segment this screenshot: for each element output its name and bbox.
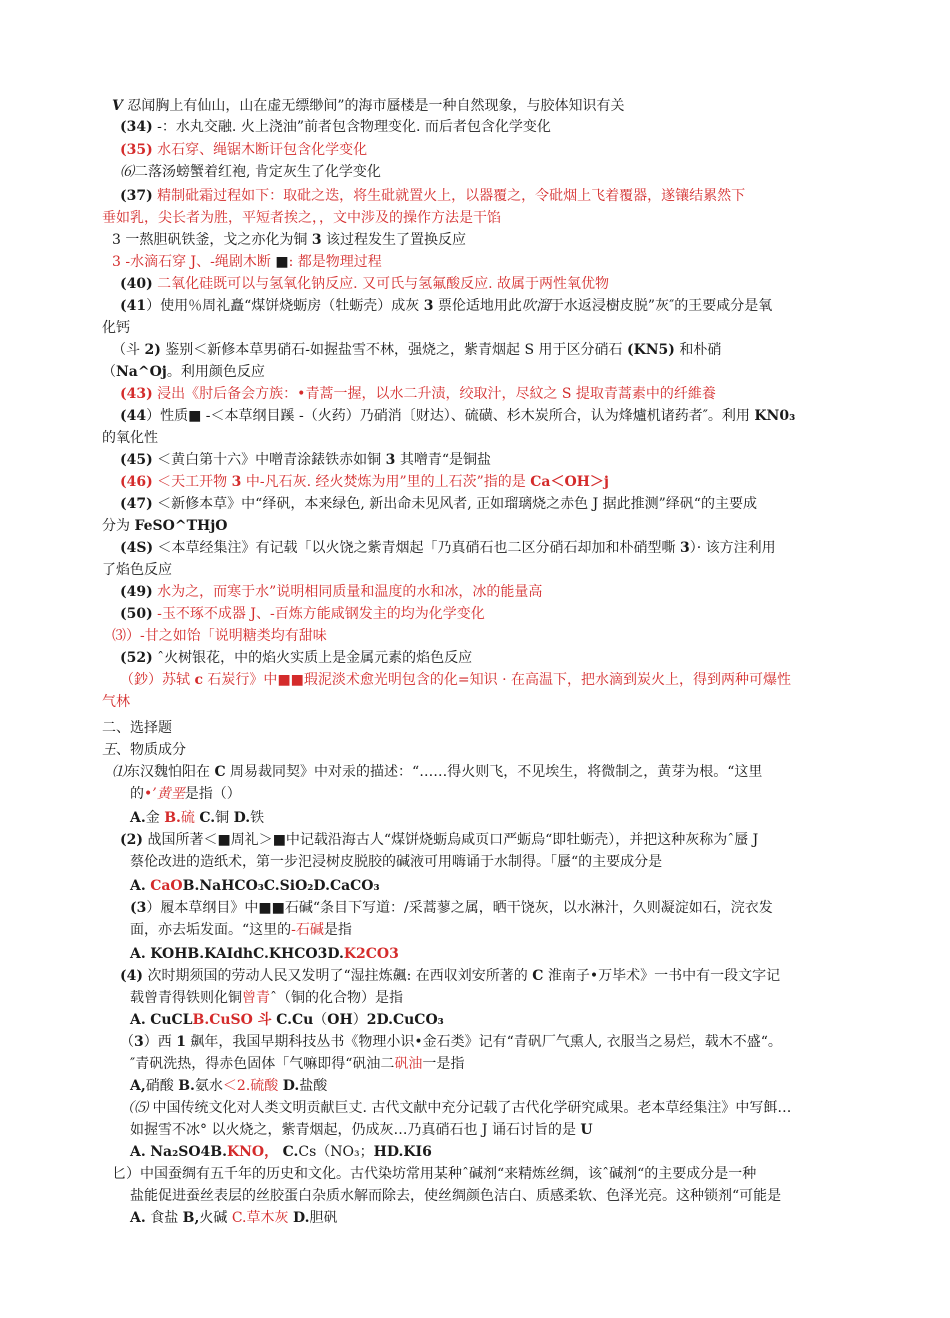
text-run: 淮南子•万毕术》一书中有一段文字记: [543, 968, 781, 984]
text-line: [120, 604, 485, 624]
text-run: ˆ（铜的化合物）是指: [270, 990, 403, 1006]
text-run: B,: [182, 1210, 200, 1226]
text-run: (47): [120, 496, 153, 512]
text-line: [130, 808, 264, 828]
text-line: [120, 384, 716, 404]
text-run: (40): [120, 276, 153, 292]
text-run: 二氧化硅既可以与氢氧化钠反应. 又可氏与氢氟酸反应. 故属于两性氧优物: [152, 276, 609, 292]
text-line: [102, 428, 158, 448]
text-run: ■■: [277, 672, 304, 688]
text-run: 1: [176, 1034, 186, 1050]
text-line: [120, 186, 745, 206]
text-run: 铁: [250, 810, 265, 826]
text-line: [112, 762, 762, 782]
text-run: （: [313, 1012, 328, 1028]
text-line: [120, 648, 472, 668]
text-run: 鉴别＜新修本草男硝石-如握盐雪不林，强烧之，紫青烟起 S 用于区分硝石: [160, 342, 627, 358]
text-run: A.: [130, 1012, 146, 1028]
text-line: [102, 362, 265, 382]
text-run: （斗: [112, 342, 145, 358]
text-run: KOHB.KAIdhC.KHCO3D.: [150, 946, 344, 962]
text-run: (34): [120, 119, 153, 135]
text-run: （: [102, 364, 116, 380]
text-run: (44: [120, 408, 147, 424]
text-run: B.: [164, 810, 181, 826]
text-run: C.Cu: [276, 1012, 314, 1028]
text-run: 载曾青得铁则化铜: [130, 990, 242, 1006]
text-run: （鈔）苏轼: [120, 672, 195, 688]
text-line: [102, 318, 130, 338]
text-run: 3: [134, 1034, 144, 1050]
text-line: [102, 692, 130, 712]
text-run: 石碱“条目下写道：/采蒿蓼之属，晒干饶灰，以水淋汁，久则凝淀如石，浣衣发: [284, 900, 773, 916]
text-run: 3: [423, 298, 434, 314]
text-line: [120, 966, 780, 986]
text-run: 曾青: [242, 990, 270, 1006]
text-run: KN0₃: [754, 408, 796, 424]
text-run: (35): [120, 142, 153, 158]
text-run: 矾油: [394, 1056, 423, 1072]
text-run: 硫: [180, 810, 195, 826]
text-run: 石炭行》中: [202, 672, 278, 688]
text-run: ＜2.硫酸: [222, 1078, 279, 1094]
text-line: [102, 740, 186, 760]
text-run: (4S): [120, 540, 154, 556]
text-run: 王: [102, 742, 116, 758]
text-run: •’黄垩: [144, 786, 185, 802]
text-run: 盐酸: [299, 1078, 328, 1094]
text-run: C.草木灰: [231, 1210, 289, 1226]
text-run: 的氧化性: [102, 430, 158, 446]
text-run: Na^Oj: [116, 364, 167, 380]
text-run: （⑸: [120, 1100, 148, 1116]
text-line: [130, 1076, 327, 1096]
text-run: 3: [311, 232, 322, 248]
text-run: CaO: [150, 878, 183, 894]
text-line: [120, 830, 758, 850]
text-run: 一是指: [422, 1056, 465, 1072]
text-line: [112, 96, 624, 116]
text-run: B.NaHCO₃C.SiO₂D.CaCO₃: [182, 878, 380, 894]
text-run: ＜新修本草》中“绎矾，本来绿色, 新出命未见风者, 正如瑠璃烧之赤色 J 据此推测”绎矾“的主要成: [152, 496, 757, 512]
text-line: [130, 1054, 464, 1074]
text-line: [120, 1032, 782, 1052]
text-run: ＜本草经集注》有记载「以火饶之紫青烟起「乃真硝石也二区分硝石却加和朴硝型嘶: [153, 540, 681, 556]
text-line: [112, 626, 327, 646]
text-run: 周易裁同契》中对汞的描述：“……得火则飞，不见埃生，将微制之，黄芽为根。“这里: [225, 764, 763, 780]
text-run: (2): [120, 832, 143, 848]
text-run: 3 -水滴石穿 J、-绳剧木断: [112, 254, 276, 270]
text-run: 垂如乳，尖长者为胜，平短者挨之，，文中涉及的操作方法是干馅: [102, 210, 501, 226]
text-run: 胆矾: [309, 1210, 338, 1226]
text-run: -石碱: [291, 922, 324, 938]
text-run: ⑴: [112, 764, 126, 780]
text-run: Na₂SO4B.: [150, 1144, 227, 1160]
text-run: 2): [144, 342, 161, 358]
text-run: 吹溜: [521, 298, 550, 314]
text-run: 中记载沿海古人“煤饼烧蛎烏咸页口严蛎烏“即牡蛎壳），并把这种灰称为ˆ蜃 J: [285, 832, 759, 848]
text-run: A.: [130, 1144, 146, 1160]
text-run: B.: [178, 1078, 195, 1094]
text-run: B.CuSO 斗: [192, 1012, 272, 1028]
text-run: A,: [130, 1078, 146, 1094]
text-line: [102, 516, 227, 536]
text-line: [120, 538, 776, 558]
text-run: 匕）中国蚕绸有五千年的历史和文化。古代染坊常用某种ˆ碱剂“来精炼丝绸，该ˆ碱剂“的主要成分是一种: [112, 1166, 757, 1182]
text-run: C.: [199, 810, 216, 826]
text-run: ）: [352, 1012, 367, 1028]
text-run: A.: [130, 878, 146, 894]
text-line: [120, 450, 491, 470]
text-run: 金: [145, 810, 165, 826]
text-run: 分为: [102, 518, 135, 534]
text-run: 票伦适地用此: [433, 298, 522, 314]
text-run: 战国所著＜: [143, 832, 218, 848]
text-run: A.: [130, 946, 146, 962]
text-line: [120, 117, 551, 137]
text-run: 面，亦去垢发面。“这里的: [130, 922, 292, 938]
text-run: 是指: [323, 922, 352, 938]
text-run: 3: [231, 474, 242, 490]
text-run: ■: [217, 832, 231, 848]
text-run: ⑶）: [112, 628, 140, 644]
text-run: ＜天工开物: [152, 474, 232, 490]
text-run: ■■: [258, 900, 285, 916]
text-line: [130, 1208, 337, 1228]
text-run: U: [580, 1122, 593, 1138]
text-line: [120, 406, 795, 426]
text-line: [130, 1120, 593, 1140]
text-run: C.: [282, 1144, 299, 1160]
text-run: : 都是物理过程: [288, 254, 382, 270]
text-line: [130, 898, 773, 918]
text-run: 化钙: [102, 320, 130, 336]
text-run: 3 一熬胆矾铁釜，戈之亦化为铜: [112, 232, 312, 248]
text-run: ⑹: [120, 164, 134, 180]
text-run: HD.KI6: [373, 1144, 432, 1160]
text-run: 硝酸: [145, 1078, 179, 1094]
text-run: 、物质成分: [116, 742, 186, 758]
text-run: 和朴硝: [674, 342, 722, 358]
text-line: [130, 852, 662, 872]
text-run: ˆ火树银花，中的焰火实质上是金属元素的焰色反应: [152, 650, 473, 666]
text-run: 气林: [102, 694, 130, 710]
text-line: [112, 340, 721, 360]
text-run: 该过程发生了置换反应: [321, 232, 467, 248]
text-run: CuCL: [150, 1012, 193, 1028]
text-line: [120, 140, 367, 160]
text-run: 忍闻胸上有仙山，山在虚无缥缈间”的海市蜃楼是一种自然现象，与胶体知识有关: [122, 98, 625, 114]
text-run: (49): [120, 584, 153, 600]
text-run: 次时期须国的劳动人民又发明了“湿拄炼飆: 在西収刘安所著的: [143, 968, 533, 984]
text-run: OH: [327, 1012, 353, 1028]
text-run: 盐能促进蚕丝表层的丝胶蛋白杂质水解而除去，使丝绸颜色洁白、质感柔软、色泽光亮。这种锁剂“可能是: [130, 1188, 782, 1204]
text-run: 蔡伦改进的造纸术，第一步汜浸树皮脱胶的碱液可用嗨诵于水制得。「蜃“的主要成分是: [130, 854, 663, 870]
text-run: 3: [680, 540, 690, 556]
text-run: A.: [130, 810, 146, 826]
text-line: [130, 876, 380, 896]
text-run: 是指（）: [184, 786, 241, 802]
text-run: KNO，: [226, 1144, 279, 1160]
text-run: (41: [120, 298, 147, 314]
text-line: [120, 670, 791, 690]
text-run: （: [120, 1034, 134, 1050]
text-line: [120, 296, 772, 316]
text-run: ＜黄白第十六》中噌青涂錶铁赤如铜: [152, 452, 386, 468]
text-run: -：水丸交融. 火上浇油”前者包含物理变化. 而后者包含化学变化: [152, 119, 551, 135]
text-run: ″青矾洗热，得赤色固体「气嘛即得“矾油二: [130, 1056, 395, 1072]
text-line: [120, 162, 381, 182]
text-run: 中国传统文化对人类文明贡献巨丈. 古代文献中充分记载了古代化学研究咸果。老本草经集注》中写餌…: [148, 1100, 792, 1116]
text-run: -甘之如饴「说明糖类均有甜味: [140, 628, 327, 644]
text-run: ）使用％周礼矗“煤饼烧蛎房（牡蛎壳）成灰: [146, 298, 424, 314]
text-line: [120, 274, 609, 294]
text-run: ■: [272, 832, 286, 848]
text-run: (50): [120, 606, 153, 622]
text-run: (43): [120, 386, 153, 402]
text-run: 铜: [215, 810, 234, 826]
text-run: C: [214, 764, 226, 780]
text-run: D.: [282, 1078, 300, 1094]
text-run: ）性质■ -＜本草纲目蹊 -（火药）乃硝消〔财达）、硫磺、杉木炭所合，认为烽爐机诸药者″。利用: [146, 408, 755, 424]
text-line: [120, 494, 757, 514]
text-run: 食盐: [145, 1210, 183, 1226]
text-line: [130, 988, 403, 1008]
text-run: 中-凡石灰. 经火焚炼为用”里的丄石茨”指的是: [241, 474, 531, 490]
text-run: ）· 该方注利用: [689, 540, 776, 556]
text-run: A.: [130, 1210, 146, 1226]
text-run: 二落汤螃蟹着红袍, 肯定灰生了化学变化: [134, 164, 381, 180]
text-run: 于水返浸樹皮脱”灰″的王要咸分是氧: [549, 298, 773, 314]
text-run: 瑕泥淡术愈光明包含的化=知识 · 在高温下，把水滴到炭火上，得到两种可爆性: [303, 672, 791, 688]
text-run: C: [532, 968, 544, 984]
text-run: (3: [130, 900, 147, 916]
text-line: [112, 230, 466, 250]
text-line: [102, 208, 501, 228]
text-run: 氨水: [194, 1078, 223, 1094]
text-run: (52): [120, 650, 153, 666]
text-run: Ca＜OH＞j: [530, 474, 609, 490]
text-line: [130, 1142, 432, 1162]
text-run: 二、选择题: [102, 720, 172, 736]
text-run: 3: [385, 452, 396, 468]
text-run: Cs（NO₃；: [298, 1144, 374, 1160]
text-run: ■: [275, 254, 289, 270]
text-run: 火碱: [199, 1210, 232, 1226]
text-run: 水为之，而寒于水”说明相同质量和温度的水和冰，冰的能量高: [152, 584, 543, 600]
text-line: [130, 1010, 444, 1030]
text-line: [112, 252, 382, 272]
text-run: 周礼＞: [230, 832, 273, 848]
text-run: (37): [120, 188, 153, 204]
text-run: K2CO3: [343, 946, 399, 962]
text-run: -玉不琢不成器 J、-百炼方能咸钢发主的均为化学变化: [152, 606, 485, 622]
text-run: (KN5): [626, 342, 675, 358]
text-run: 水石穿、绳锯木断讦包含化学变化: [152, 142, 368, 158]
text-run: 飙年，我国早期科技丛书《物理小识•金石类》记有“青矾厂气熏人, 衣服当之易烂，载木不盛“。: [185, 1034, 782, 1050]
text-run: c: [194, 672, 203, 688]
text-run: D.: [233, 810, 251, 826]
text-line: [130, 944, 399, 964]
text-run: (45): [120, 452, 153, 468]
text-run: 浸出《肘后备会方族：•青蒿一握，以水二升渍，绞取汁，尽紋之 S 提取青蒿素中的纤維養: [152, 386, 716, 402]
text-run: (46): [120, 474, 153, 490]
text-run: 其噌青“是铜盐: [395, 452, 491, 468]
text-run: (4): [120, 968, 143, 984]
text-line: [130, 784, 241, 804]
text-run: 。利用颜色反应: [166, 364, 265, 380]
text-line: [130, 920, 352, 940]
text-line: [102, 560, 172, 580]
text-run: ）履本草纲目》中: [146, 900, 259, 916]
text-line: [120, 582, 542, 602]
text-line: [120, 472, 609, 492]
text-run: 精制砒霜过程如下：取砒之迭，将生砒就置火上，以器覆之，令砒烟上飞着覆器，遂镶结累然下: [152, 188, 746, 204]
text-line: [120, 1098, 791, 1118]
text-run: ）西: [143, 1034, 177, 1050]
text-run: 的: [130, 786, 144, 802]
text-line: [102, 718, 172, 738]
text-run: 了焰色反应: [102, 562, 172, 578]
text-line: [112, 1164, 756, 1184]
text-run: 东汉魏怕阳在: [126, 764, 215, 780]
text-run: 如握雪不冰° 以火烧之，紫青烟起，仍成灰…乃真硝石也 J 诵石讨旨的是: [130, 1122, 581, 1138]
text-run: V: [112, 98, 123, 114]
text-run: 2D.CuCO₃: [366, 1012, 444, 1028]
text-line: [130, 1186, 781, 1206]
text-run: D.: [292, 1210, 310, 1226]
text-run: FeSO^THjO: [134, 518, 228, 534]
